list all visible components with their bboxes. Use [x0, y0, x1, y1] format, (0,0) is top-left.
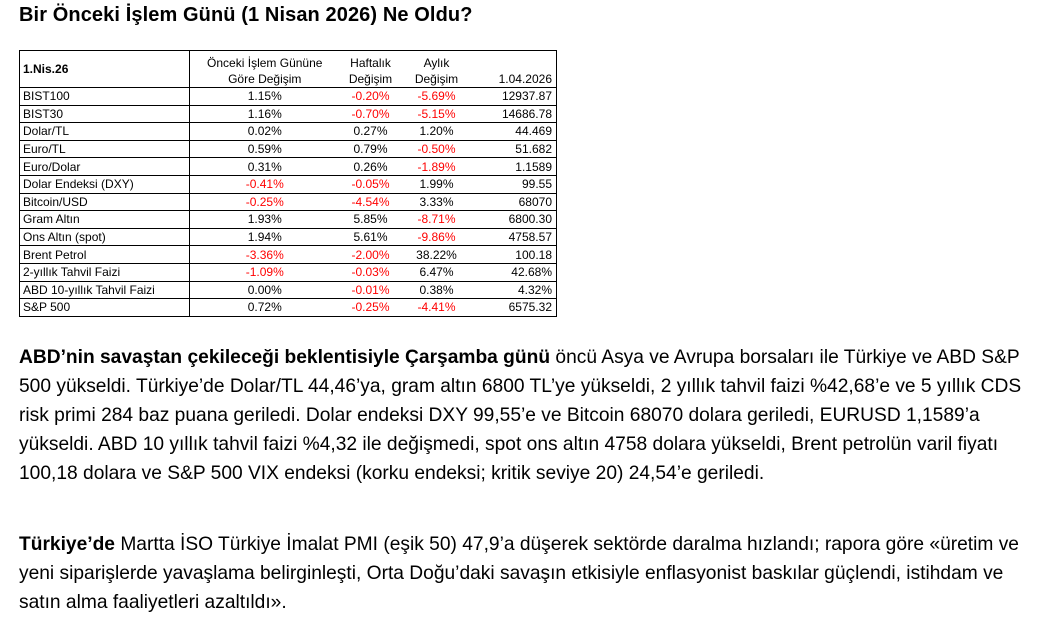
daily-change-header [190, 51, 340, 88]
daily-change-cell: -1.09% [190, 263, 340, 281]
instrument-name-cell: Ons Altın (spot) [20, 228, 190, 246]
price-cell: 51.682 [472, 140, 557, 158]
weekly-change-cell: 0.79% [340, 140, 402, 158]
daily-change-cell: 0.59% [190, 140, 340, 158]
daily-change-cell: 1.94% [190, 228, 340, 246]
market-summary-table [19, 50, 557, 317]
instrument-name-cell: S&P 500 [20, 299, 190, 317]
instrument-name-cell: Bitcoin/USD [20, 193, 190, 211]
daily-change-cell: -0.41% [190, 175, 340, 193]
weekly-change-cell: 5.85% [340, 211, 402, 229]
table-row [20, 123, 557, 141]
instrument-name-cell: ABD 10-yıllık Tahvil Faizi [20, 281, 190, 299]
price-cell: 4758.57 [472, 228, 557, 246]
table-row [20, 175, 557, 193]
daily-change-cell: 1.15% [190, 88, 340, 106]
monthly-change-cell: -5.15% [402, 105, 472, 123]
paragraph-text: Martta İSO Türkiye İmalat PMI (eşik 50) 47,9’a düşerek sektörde daralma hızlandı; rapora göre «üretim ve yeni siparişlerde yavaşlama belirginleşti, Orta Doğu’daki savaşın etkisiyle enflasyonist baskılar güçlendi, istihdam ve satın alma faaliyetleri azaltıldı». [19, 534, 1019, 613]
weekly-change-cell: -0.20% [340, 88, 402, 106]
weekly-change-cell: 0.26% [340, 158, 402, 176]
price-cell: 14686.78 [472, 105, 557, 123]
monthly-change-cell: 1.20% [402, 123, 472, 141]
table-row [20, 140, 557, 158]
table-row [20, 193, 557, 211]
weekly-change-cell: -2.00% [340, 246, 402, 264]
monthly-change-cell: 38.22% [402, 246, 472, 264]
price-cell: 42.68% [472, 263, 557, 281]
weekly-change-cell: -0.05% [340, 175, 402, 193]
monthly-change-cell: 1.99% [402, 175, 472, 193]
instrument-name-cell: Dolar Endeksi (DXY) [20, 175, 190, 193]
paragraph-lead: ABD’nin savaştan çekileceği beklentisiyle Çarşamba günü [19, 347, 551, 368]
daily-change-cell: 1.16% [190, 105, 340, 123]
instrument-name-cell: Gram Altın [20, 211, 190, 229]
daily-change-header-line2: Göre Değişim [228, 72, 302, 86]
monthly-change-header [402, 51, 472, 88]
weekly-change-header-line1: Haftalık [350, 56, 391, 70]
price-header: 1.04.2026 [472, 51, 557, 88]
instrument-name-cell: 2-yıllık Tahvil Faizi [20, 263, 190, 281]
table-body [20, 88, 557, 317]
price-cell: 6800.30 [472, 211, 557, 229]
paragraph-text: öncü Asya ve Avrupa borsaları ile Türkiye ve ABD S&P 500 yükseldi. Türkiye’de Dolar/TL 44,46’ya, gram altın 6800 TL’ye yükseldi, 2 yıllık tahvil faizi %42,68’e ve 5 yıllık CDS risk primi 284 baz puana geriledi. Dolar endeksi DXY 99,55’e ve Bitcoin 68070 dolara geriledi, EURUSD 1,1589’a yükseldi. ABD 10 yıllık tahvil faizi %4,32 ile değişmedi, spot ons altın 4758 dolara yükseldi, Brent petrolün varil fiyatı 100,18 dolara ve S&P 500 VIX endeksi (korku endeksi; kritik seviye 20) 24,54’e geriledi. [19, 347, 1022, 484]
daily-change-cell: -0.25% [190, 193, 340, 211]
market-summary-paragraph [19, 343, 1029, 488]
daily-change-cell: 0.31% [190, 158, 340, 176]
weekly-change-cell: 5.61% [340, 228, 402, 246]
table-date-header: 1.Nis.26 [20, 51, 190, 88]
daily-change-header-line1: Önceki İşlem Gününe [207, 56, 323, 70]
price-cell: 68070 [472, 193, 557, 211]
monthly-change-cell: -1.89% [402, 158, 472, 176]
daily-change-cell: 0.00% [190, 281, 340, 299]
monthly-change-cell: -5.69% [402, 88, 472, 106]
page-title: Bir Önceki İşlem Günü (1 Nisan 2026) Ne Oldu? [19, 4, 473, 26]
daily-change-cell: 0.02% [190, 123, 340, 141]
instrument-name-cell: BIST30 [20, 105, 190, 123]
table-row [20, 158, 557, 176]
monthly-change-header-line1: Aylık [423, 56, 450, 70]
price-cell: 6575.32 [508, 300, 552, 315]
table-row [20, 211, 557, 229]
monthly-change-cell: 6.47% [402, 263, 472, 281]
weekly-change-cell: -0.01% [340, 281, 402, 299]
instrument-name-cell: BIST100 [20, 88, 190, 106]
table-row [20, 88, 557, 106]
monthly-change-cell: -8.71% [402, 211, 472, 229]
table-row [20, 246, 557, 264]
table-row [20, 299, 557, 317]
instrument-name-cell: Euro/Dolar [20, 158, 190, 176]
weekly-change-cell: -0.03% [340, 263, 402, 281]
weekly-change-cell: 0.27% [340, 123, 402, 141]
price-cell: 100.18 [472, 246, 557, 264]
monthly-change-cell: -4.41% [417, 300, 456, 315]
price-cell: 1.1589 [472, 158, 557, 176]
instrument-name-cell: Brent Petrol [20, 246, 190, 264]
price-cell: 99.55 [472, 175, 557, 193]
table-header-row [20, 51, 557, 88]
turkey-pmi-paragraph [19, 530, 1029, 617]
monthly-change-cell: -9.86% [402, 228, 472, 246]
weekly-change-header-line2: Değişim [348, 72, 393, 86]
table-row [20, 105, 557, 123]
table-row [20, 228, 557, 246]
table-row [20, 263, 557, 281]
weekly-change-cell: -4.54% [340, 193, 402, 211]
weekly-change-cell: -0.70% [340, 105, 402, 123]
weekly-change-cell: -0.25% [351, 300, 390, 315]
monthly-change-cell: 0.38% [402, 281, 472, 299]
price-cell: 44.469 [472, 123, 557, 141]
price-cell: 12937.87 [472, 88, 557, 106]
table-row [20, 281, 557, 299]
monthly-change-cell: -0.50% [402, 140, 472, 158]
monthly-change-cell: 3.33% [402, 193, 472, 211]
instrument-name-cell: Dolar/TL [20, 123, 190, 141]
weekly-change-header [340, 51, 402, 88]
instrument-name-cell: Euro/TL [20, 140, 190, 158]
daily-change-cell: -3.36% [190, 246, 340, 264]
monthly-change-header-line2: Değişim [414, 72, 459, 86]
price-cell: 4.32% [472, 281, 557, 299]
daily-change-cell: 1.93% [190, 211, 340, 229]
paragraph-lead: Türkiye’de [19, 534, 115, 555]
daily-change-cell: 0.72% [247, 300, 282, 315]
